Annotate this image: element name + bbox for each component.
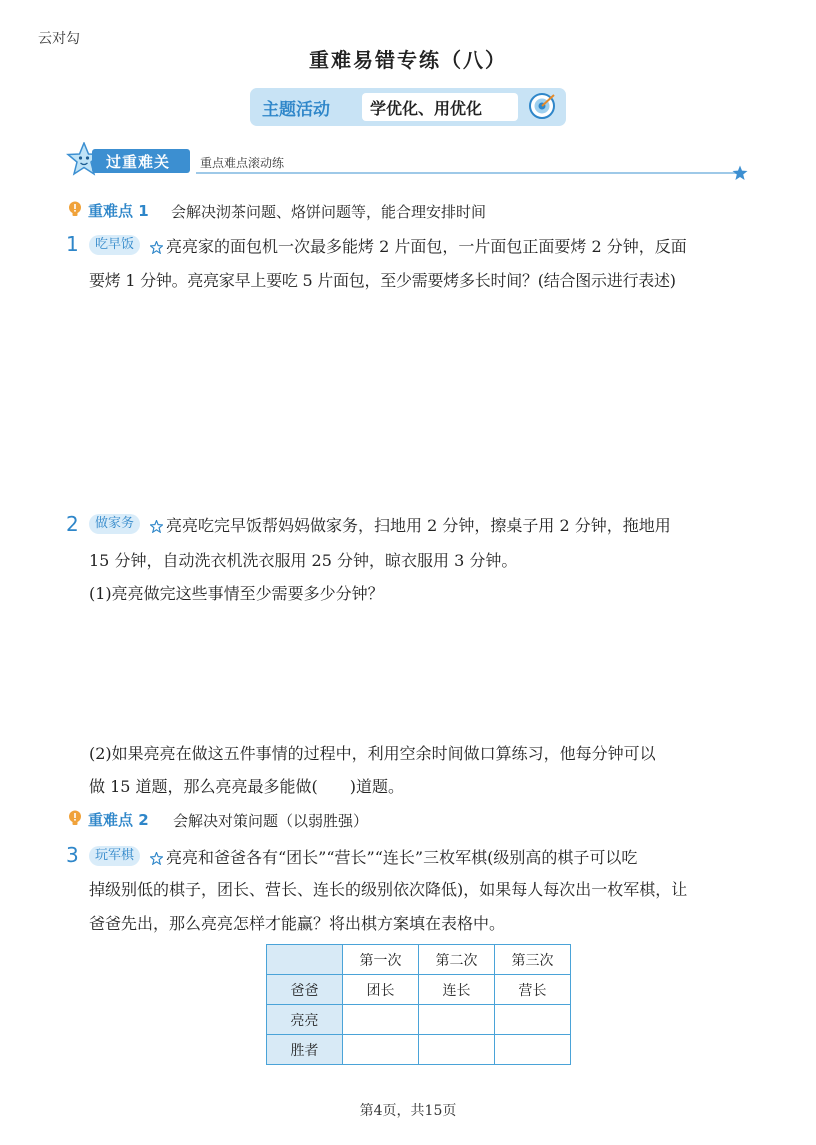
question-text: 亮亮和爸爸各有“团长”“营长”“连长”三枚军棋(级别高的棋子可以吃	[166, 848, 638, 867]
table-cell: 连长	[419, 975, 495, 1005]
page-footer: 第4页，共15页	[359, 1103, 457, 1119]
question-tag: 吃早饭	[89, 235, 140, 255]
answer-cell[interactable]	[495, 1035, 571, 1065]
section-divider	[196, 172, 736, 174]
star-icon	[150, 520, 163, 533]
theme-label: 主题活动	[262, 100, 330, 120]
answer-cell[interactable]	[419, 1005, 495, 1035]
question-text: 亮亮家的面包机一次最多能烤 2 片面包，一片面包正面要烤 2 分钟，反面	[166, 237, 687, 256]
question-text: 掉级别低的棋子，团长、营长、连长的级别依次降低)，如果每人每次出一枚军棋，让	[89, 880, 688, 899]
row-label: 亮亮	[267, 1005, 343, 1035]
brand-name: 云对勾	[38, 31, 80, 47]
section-banner-label: 过重难关	[106, 153, 171, 171]
table-cell: 团长	[343, 975, 419, 1005]
table-cell: 营长	[495, 975, 571, 1005]
row-label: 爸爸	[267, 975, 343, 1005]
question-tag: 玩军棋	[89, 846, 140, 866]
table-row	[267, 975, 571, 1005]
answer-cell[interactable]	[419, 1035, 495, 1065]
sub-question-text: (1)亮亮做完这些事情至少需要多少分钟？	[89, 584, 384, 603]
table-header-cell: 第三次	[495, 945, 571, 975]
key-point-label: 重难点 1	[88, 202, 149, 220]
section-subtitle: 重点难点滚动练	[200, 156, 285, 170]
answer-cell[interactable]	[343, 1005, 419, 1035]
table-row	[267, 1035, 571, 1065]
answer-cell[interactable]	[343, 1035, 419, 1065]
table-header-row	[267, 945, 571, 975]
answer-cell[interactable]	[495, 1005, 571, 1035]
key-point-label: 重难点 2	[88, 811, 149, 829]
question-number: 2	[66, 512, 79, 536]
chess-plan-table	[266, 944, 571, 1065]
question-number: 3	[66, 843, 79, 867]
question-number: 1	[66, 232, 79, 256]
table-header-cell	[267, 945, 343, 975]
question-text: 要烤 1 分钟。亮亮家早上要吃 5 片面包，至少需要烤多长时间？(结合图示进行表述)	[89, 271, 676, 290]
question-text: 15 分钟，自动洗衣机洗衣服用 25 分钟，晾衣服用 3 分钟。	[89, 551, 518, 570]
key-point-description: 会解决对策问题（以弱胜强）	[173, 812, 369, 830]
star-icon	[150, 852, 163, 865]
table-header-cell: 第二次	[419, 945, 495, 975]
star-icon	[150, 241, 163, 254]
page-title: 重难易错专练（八）	[309, 48, 507, 72]
table-row	[267, 1005, 571, 1035]
star-icon	[732, 165, 748, 181]
question-text: 爸爸先出，那么亮亮怎样才能赢？将出棋方案填在表格中。	[89, 914, 506, 933]
question-text: 亮亮吃完早饭帮妈妈做家务，扫地用 2 分钟，擦桌子用 2 分钟，拖地用	[166, 516, 671, 535]
key-point-description: 会解决沏茶问题、烙饼问题等，能合理安排时间	[171, 203, 487, 221]
sub-question-text: 做 15 道题，那么亮亮最多能做( )道题。	[89, 777, 405, 796]
table-header-cell: 第一次	[343, 945, 419, 975]
question-tag: 做家务	[89, 514, 140, 534]
row-label: 胜者	[267, 1035, 343, 1065]
sub-question-text: (2)如果亮亮在做这五件事情的过程中，利用空余时间做口算练习，他每分钟可以	[89, 744, 656, 763]
lightbulb-icon	[68, 810, 82, 826]
theme-text: 学优化、用优化	[370, 99, 483, 118]
lightbulb-icon	[68, 201, 82, 217]
target-icon	[528, 92, 556, 120]
